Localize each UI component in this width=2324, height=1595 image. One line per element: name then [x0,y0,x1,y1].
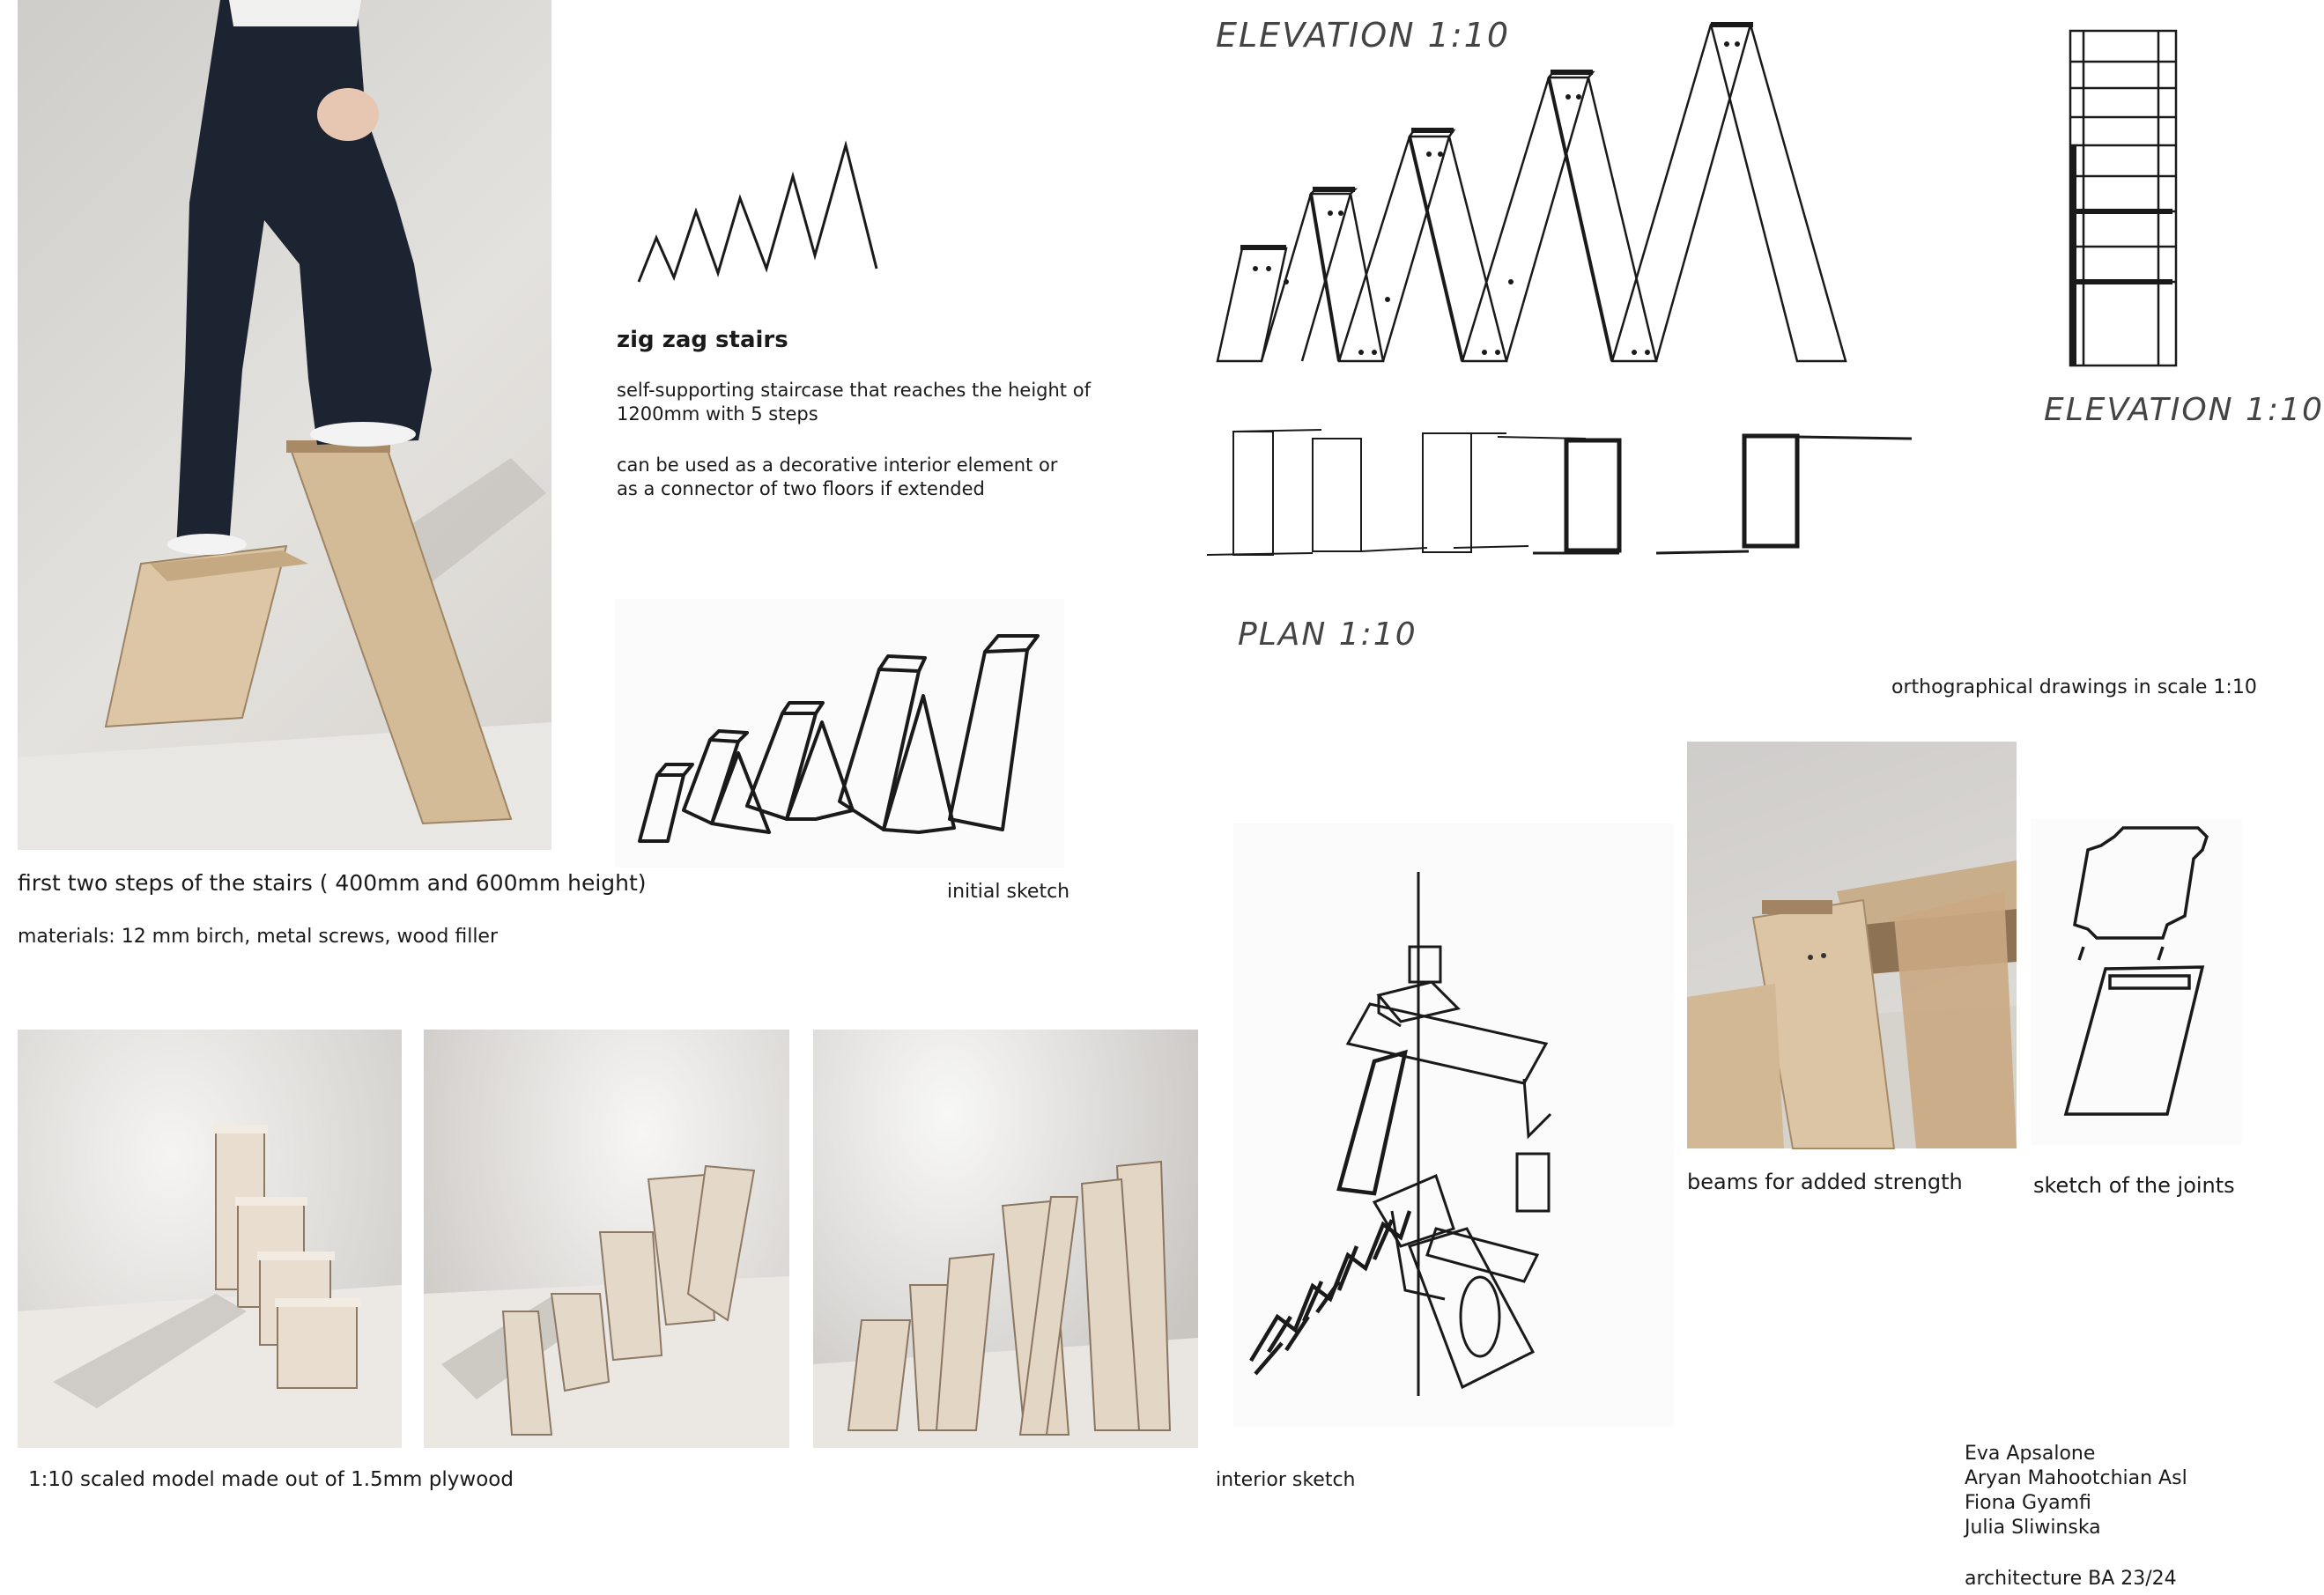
authors-list [1965,1442,2187,1540]
model-photo-1 [18,1030,402,1448]
joints-caption: sketch of the joints [2033,1173,2235,1198]
author-name: Eva Apsalone [1965,1443,2096,1465]
main-photo [18,0,551,850]
author-name: Aryan Mahootchian Asl [1965,1467,2187,1489]
beams-caption: beams for added strength [1687,1170,1963,1194]
initial-sketch [615,599,1064,868]
beams-photo [1687,742,2017,1148]
plan-label: PLAN 1:10 [1238,617,1417,653]
interior-caption: interior sketch [1216,1469,1356,1491]
interior-sketch [1233,823,1674,1427]
title: zig zag stairs [617,327,788,353]
model-caption: 1:10 scaled model made out of 1.5mm plywood [28,1468,514,1491]
initial-sketch-caption: initial sketch [947,881,1070,903]
description-1: self-supporting staircase that reaches the height of 1200mm with 5 steps [617,380,1091,425]
photo-caption: first two steps of the stairs ( 400mm and 600mm height) [18,870,647,896]
side-elevation-drawing [2061,22,2194,374]
author-name: Fiona Gyamfi [1965,1492,2091,1514]
author-name: Julia Sliwinska [1965,1517,2101,1539]
plan-drawing [1198,423,1921,572]
joints-sketch [2031,819,2242,1145]
model-photo-2 [424,1030,789,1448]
model-photo-3 [813,1030,1198,1448]
materials-text: materials: 12 mm birch, metal screws, wood filler [18,926,499,948]
zigzag-concept-sketch [617,123,951,308]
course-label: architecture BA 23/24 [1965,1568,2177,1590]
front-elevation-drawing [1198,18,1921,370]
description-2: can be used as a decorative interior element or as a connector of two floors if extended [617,454,1058,499]
elevation-label-side: ELEVATION 1:10 [2044,392,2324,428]
ortho-caption: orthographical drawings in scale 1:10 [1891,676,2257,698]
elevation-label-front: ELEVATION 1:10 [1216,16,1511,55]
